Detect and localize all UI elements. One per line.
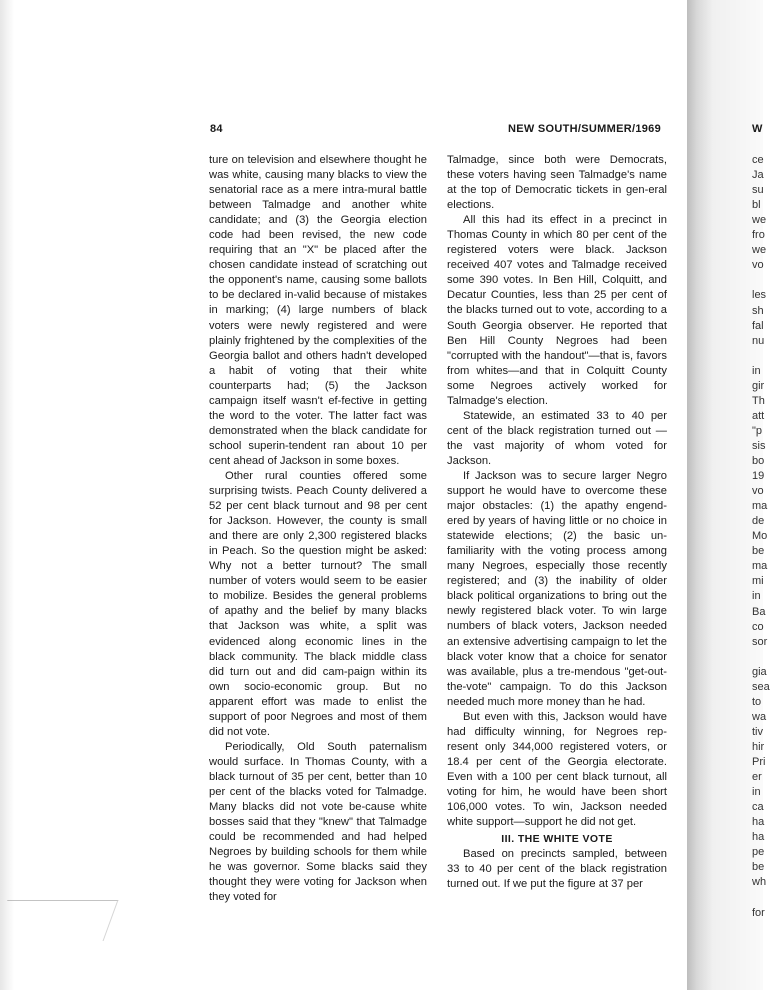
next-page-fragment: ha	[752, 831, 765, 844]
paragraph: Periodically, Old South paternalism would surface. In Thomas County, with a black turnout of 35 per cent, better than 10 per cent of the blacks voted for Talmadge. Many blacks did not vote be-cause white bosses said that they "knew" that Talmadge could be recommended and had helped Negroes by building schools for them while he was governor. Some blacks said they thought they were voting for Jackson when they voted for	[209, 740, 427, 904]
next-page-fragment: wh	[752, 876, 767, 889]
page-curl-mark	[0, 900, 118, 941]
paragraph: Statewide, an estimated 33 to 40 per cent of the black registration turned out —the vast majority of whom voted for Jackson.	[447, 409, 667, 467]
next-page-fragment: we	[752, 214, 767, 227]
next-page-fragment: ce	[752, 154, 764, 166]
next-page-fragment: Pri	[752, 756, 766, 768]
next-page-fragment: vo	[752, 259, 764, 272]
next-page-fragment: Ja	[752, 169, 764, 182]
next-page-fragment: be	[752, 861, 765, 874]
next-page-fragment: sh	[752, 304, 764, 317]
next-page-head-fragment: W	[752, 123, 763, 135]
next-page-fragment: Ba	[752, 605, 766, 618]
page-edge-shadow	[0, 0, 14, 990]
next-page-fragment: ma	[752, 560, 768, 573]
next-page-fragment: we	[752, 244, 767, 257]
next-page-fragment: gia	[752, 665, 767, 678]
next-page-fragment: pe	[752, 846, 765, 859]
paragraph: All this had its effect in a precinct in Thomas County in which 80 per cent of the registered voters were black. Jackson received 407 votes and Talmadge received some 390 votes. In Ben Hill, Colquitt, and Decatur Counties, less than 25 per cent of the blacks turned out to vote, according to a South Georgia observer. He reported that Ben Hill County Negroes had been "corrupted with the handout"—that is, favors from whites—and that in Colquitt County some Negroes actively worked for Talmadge's election.	[447, 214, 667, 407]
paragraph: Based on precincts sampled, between 33 to 40 per cent of the black registration turned out. If we put the figure at 37 per	[447, 848, 667, 891]
next-page-fragment: gir	[752, 379, 765, 392]
next-page-fragment: "p	[752, 424, 763, 437]
next-page-fragment: de	[752, 515, 765, 528]
next-page-fragment: co	[752, 620, 764, 633]
next-page-fragment: nu	[752, 334, 765, 347]
next-page-fragment: sis	[752, 439, 766, 452]
next-page-fragment: fro	[752, 229, 765, 242]
next-page-fragment: les	[752, 289, 767, 302]
next-page-fragment: fal	[752, 319, 764, 332]
next-page-fragment: 19	[752, 470, 765, 483]
next-page-fragment: er	[752, 771, 762, 784]
next-page-fragment: wa	[752, 710, 767, 723]
next-page-fragment: ma	[752, 500, 768, 513]
paragraph: Other rural counties offered some surprising twists. Peach County delivered a 52 per cent black turnout and 98 per cent for Jackson. However, the county is small and there are only 2,300 registered blacks in Peach. So the question might be asked: Why not a better turnout? The small number of voters would seem to be easier to mobilize. Besides the general problems of apathy and the belief by many blacks that Jackson was white, a split was evidenced along economic lines in the black community. The black middle class did turn out and did cam-paign within its own socio-economic group. But no apparent effort was made to enlist the support of poor Negroes and most of them did not vote.	[209, 469, 427, 738]
paragraph: ture on television and elsewhere thought he was white, causing many blacks to view the senatorial race as a mere intra-mural battle between Talmadge and another white candidate; and (3) the Georgia election code had been revised, the new code requiring that an "X" be placed after the chosen candidate instead of scratching out the opponent's name, causing some ballots to be declared in-valid because of mistakes in marking; (4) large numbers of black voters were newly registered and were plainly frightened by the complexities of the Georgia ballot and others hadn't developed a habit of voting that their white counterparts had; (5) the Jackson campaign itself wasn't ef-fective in getting the word to the voter. The latter fact was demonstrated when the black candidate for school superin-tendent ran about 10 per cent ahead of Jackson in some boxes.	[209, 154, 427, 467]
section-heading: III. THE WHITE VOTE	[501, 833, 613, 846]
next-page-fragment: in	[752, 364, 761, 377]
next-page-fragment: in	[752, 786, 761, 799]
next-page-fragment: att	[752, 409, 765, 422]
text-column-right	[447, 153, 667, 892]
paragraph: If Jackson was to secure larger Negro support he would have to overcome these major obstacles: (1) the apathy engend-ered by years of having little or no choice in statewide elections; (2) the basic un-familiarity with the voting process among many Negroes, especially those recently registered; and (3) the inability of older black political organizations to bring out the newly registered black voter. To win large numbers of black voters, Jackson needed an extensive advertising campaign to let the black voter know that a choice for senator was available, plus a tre-mendous "get-out-the-vote" campaign. To do this Jackson needed much more money than he had.	[447, 469, 667, 708]
next-page-fragment: hir	[752, 740, 765, 753]
next-page-fragment: be	[752, 545, 765, 558]
text-column-left	[209, 153, 427, 905]
next-page-fragment: for	[752, 906, 765, 919]
next-page-fragment: ha	[752, 816, 765, 829]
next-page-fragment: bo	[752, 455, 765, 467]
next-page-fragment: tiv	[752, 725, 763, 738]
next-page-fragment: sea	[752, 680, 770, 693]
next-page-fragment: Mo	[752, 530, 768, 543]
next-page-fragment: sor	[752, 635, 768, 648]
next-page-fragment: vo	[752, 485, 764, 498]
next-page-fragment: in	[752, 590, 761, 603]
page-number: 84	[210, 123, 223, 135]
paragraph: But even with this, Jackson would have had difficulty winning, for Negroes rep-resent only 344,000 registered voters, or 18.4 per cent of the Georgia electorate. Even with a 100 per cent black turnout, all voting for him, he would have been short 106,000 votes. To win, Jackson needed white support—support he did not get.	[447, 710, 667, 829]
next-page-fragment: su	[752, 184, 764, 197]
next-page-fragment: mi	[752, 575, 764, 588]
next-page-fragment: ca	[752, 801, 764, 814]
next-page-fragment: bl	[752, 199, 761, 212]
running-head: NEW SOUTH/SUMMER/1969	[508, 123, 661, 135]
paragraph: Talmadge, since both were Democrats, these voters having seen Talmadge's name at the top of Democratic tickets in gen-eral elections.	[447, 154, 667, 212]
next-page-fragment: Th	[752, 394, 765, 407]
next-page-fragment: to	[752, 695, 762, 708]
